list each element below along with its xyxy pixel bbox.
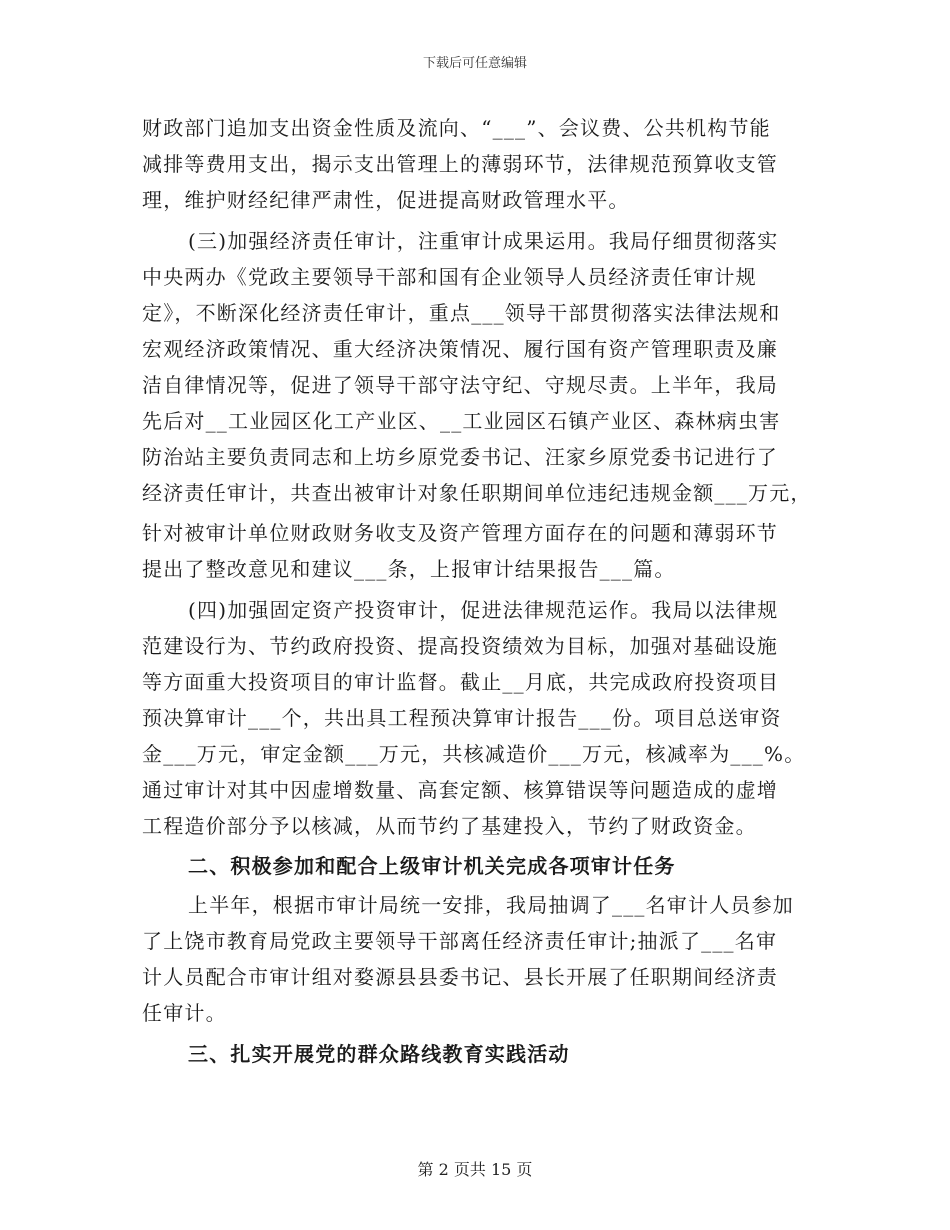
paragraph-line: 计人员配合市审计组对婺源县县委书记、县长开展了任职期间经济责 — [142, 965, 778, 989]
paragraph-line: 上半年，根据市审计局统一安排，我局抽调了___名审计人员参加 — [188, 893, 794, 917]
paragraph-line: 针对被审计单位财政财务收支及资产管理方面存在的问题和薄弱环节 — [142, 521, 778, 545]
section-intro-line: (四)加强固定资产投资审计，促进法律规范运作。我局以法律规 — [188, 598, 779, 622]
paragraph-line: 提出了整改意见和建议___条，上报审计结果报告___篇。 — [142, 557, 676, 581]
paragraph-line: 宏观经济政策情况、重大经济决策情况、履行国有资产管理职责及廉 — [142, 337, 778, 361]
paragraph-line: 预决算审计___个，共出具工程预决算审计报告___份。项目总送审资 — [142, 706, 782, 730]
paragraph-line: 先后对__工业园区化工产业区、__工业园区石镇产业区、森林病虫害 — [142, 409, 781, 433]
paragraph-line: 中央两办《党政主要领导干部和国有企业领导人员经济责任审计规 — [142, 265, 757, 289]
paragraph-line: 防治站主要负责同志和上坊乡原党委书记、汪家乡原党委书记进行了 — [142, 445, 778, 469]
section-heading: 二、积极参加和配合上级审计机关完成各项审计任务 — [188, 854, 676, 878]
paragraph-line: 减排等费用支出，揭示支出管理上的薄弱环节，法律规范预算收支管 — [142, 152, 778, 176]
paragraph-line: 理，维护财经纪律严肃性，促进提高财政管理水平。 — [142, 188, 630, 212]
paragraph-line: 经济责任审计，共查出被审计对象任职期间单位违纪违规金额___万元， — [142, 481, 812, 505]
paragraph-line: 通过审计对其中因虚增数量、高套定额、核算错误等问题造成的虚增 — [142, 778, 778, 802]
page-footer: 第 2 页共 15 页 — [417, 1160, 533, 1179]
section-heading: 三、扎实开展党的群众路线教育实践活动 — [188, 1042, 570, 1066]
paragraph-line: 等方面重大投资项目的审计监督。截止__月底，共完成政府投资项目 — [142, 670, 780, 694]
paragraph-line: 金___万元，审定金额___万元，共核减造价___万元，核减率为___%。 — [142, 742, 806, 766]
paragraph-line: 任审计。 — [142, 1001, 227, 1025]
paragraph-line: 工程造价部分予以核减，从而节约了基建投入，节约了财政资金。 — [142, 814, 757, 838]
paragraph-line: 洁自律情况等，促进了领导干部守法守纪、守规尽责。上半年，我局 — [142, 373, 778, 397]
section-intro-line: (三)加强经济责任审计，注重审计成果运用。我局仔细贯彻落实 — [188, 229, 779, 253]
paragraph-line: 财政部门追加支出资金性质及流向、“___”、会议费、公共机构节能 — [142, 116, 771, 140]
paragraph-line: 定》，不断深化经济责任审计，重点___领导干部贯彻落实法律法规和 — [142, 301, 781, 325]
paragraph-line: 范建设行为、节约政府投资、提高投资绩效为目标，加强对基础设施 — [142, 634, 778, 658]
page-header: 下载后可任意编辑 — [422, 56, 527, 71]
paragraph-line: 了上饶市教育局党政主要领导干部离任经济责任审计;抽派了___名审 — [142, 929, 778, 953]
